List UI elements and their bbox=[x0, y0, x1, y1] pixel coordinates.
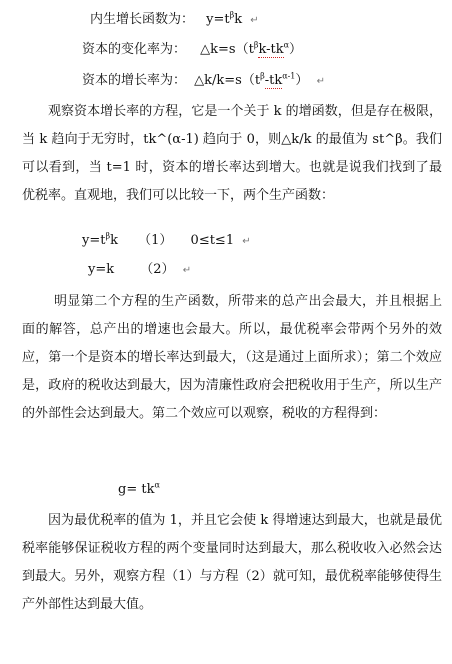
formula-production-1 bbox=[82, 233, 251, 250]
formula-expression: $\triangle k=s(t^\beta k-tk^\alpha)$ bbox=[200, 40, 303, 57]
formula-endogenous-growth bbox=[90, 12, 259, 29]
formula-expression: $g= tk^\alpha$ bbox=[118, 480, 160, 497]
formula-label: 资本的变化率为： bbox=[82, 42, 187, 57]
formula-expression: $y=t^\beta k$ bbox=[206, 10, 243, 27]
formula-tax-revenue bbox=[118, 482, 160, 498]
paragraph-mark-icon: ↵ bbox=[250, 15, 259, 26]
equation-number: （1） bbox=[138, 233, 173, 248]
formula-label: 内生增长函数为： bbox=[90, 12, 195, 27]
paragraph-mark-icon: ↵ bbox=[242, 236, 251, 247]
formula-range: 0≤t≤1 bbox=[190, 233, 235, 248]
equation-number: （2） bbox=[140, 262, 175, 277]
formula-capital-growth bbox=[82, 73, 325, 90]
formula-production-2 bbox=[88, 262, 191, 279]
formula-expression: y=k bbox=[88, 262, 115, 277]
formula-expression: $\triangle k/k=s(t^\beta-tk^{\alpha-1})$ bbox=[194, 71, 309, 88]
paragraph-mark-icon: ↵ bbox=[182, 265, 192, 276]
formula-expression: $y=t^\beta k$ bbox=[82, 231, 118, 248]
paragraph-3: 因为最优税率的值为 1，并且它会使 k 得增速达到最大，也就是最优税率能够保证税收方程的两个变量同时达到最大，那么税收收入必然会达到最大。另外，观察方程（1）与方程（2）就可知，最优税率能够使得生产外部性达到最大值。 bbox=[22, 513, 442, 612]
paragraph-1: 观察资本增长率的方程，它是一个关于 k 的增函数，但是存在极限，当 k 趋向于无穷时，tk^(α-1) 趋向于 0，则△k/k 的最值为 st^β。我们可以看到，当 t=1 时，资本的增长率达到增大。也就是说我们找到了最优税率。直观地，我们可以比较一下，两个生产函数： bbox=[22, 104, 442, 203]
formula-capital-change bbox=[82, 42, 302, 58]
paragraph-2: 明显第二个方程的生产函数，所带来的总产出会最大，并且根据上面的解答，总产出的增速也会最大。所以，最优税率会带两个另外的效应，第一个是资本的增长率达到最大，（这是通过上面所求）；第二个效应是，政府的税收达到最大，因为清廉性政府会把税收用于生产，所以生产的外部性会达到最大。第二个效应可以观察，税收的方程得到： bbox=[22, 294, 442, 421]
paragraph-mark-icon: ↵ bbox=[316, 76, 325, 87]
formula-label: 资本的增长率为： bbox=[82, 73, 187, 88]
